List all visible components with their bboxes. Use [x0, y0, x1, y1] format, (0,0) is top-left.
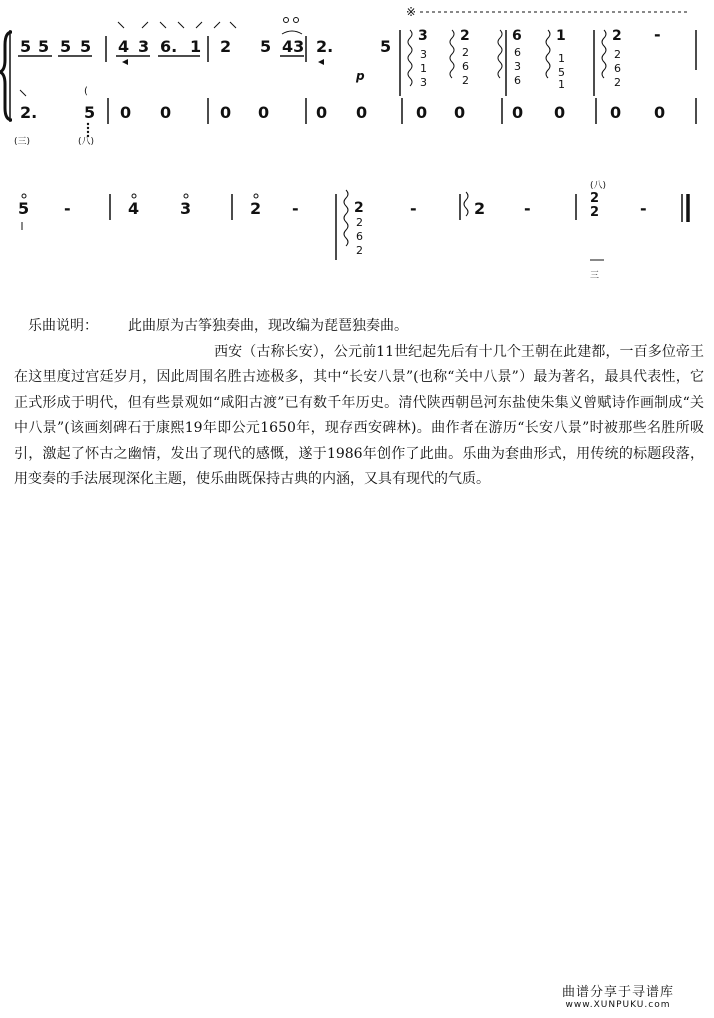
- chord-note: 1: [556, 28, 566, 44]
- description-text-2a: 西安（古称长安），公元前11世纪起先后有十几个王朝在此建都，一百多位帝王在这里度过: [14, 343, 704, 385]
- row1-bar2-note: 4: [118, 37, 130, 56]
- row3-bar4-dash: -: [410, 199, 417, 218]
- row1-bar3-note: 43: [282, 37, 305, 56]
- row1-bar5-chords: [408, 28, 566, 96]
- description-paragraph-1: [14, 314, 704, 340]
- row3-bar4-note: 2: [354, 200, 364, 216]
- row3-bar6-note: 2: [590, 205, 600, 220]
- chord-note: 2: [460, 28, 470, 44]
- ottava-mark: ※: [406, 5, 417, 19]
- row2-rest: 0: [554, 103, 566, 122]
- chord-note: 3: [514, 60, 521, 73]
- row3-bar1-dash: -: [64, 199, 71, 218]
- row1-bar6-note: 2: [612, 28, 622, 44]
- row3-bar4-note: 6: [356, 230, 363, 243]
- row1-bar6-note: 2: [614, 48, 621, 61]
- row2-rest: 0: [220, 103, 232, 122]
- row1-bar1-note: 5: [20, 37, 32, 56]
- row3-bar2-note: 3: [180, 199, 192, 218]
- ottava-line: [406, 5, 690, 19]
- description-label: 乐曲说明：: [28, 318, 98, 334]
- row1-bar3-note: 5: [260, 37, 272, 56]
- row1-bar4-note: 5: [380, 37, 392, 56]
- chord-note: 3: [418, 28, 428, 44]
- chord-note: 2: [462, 74, 469, 87]
- system-brace: [0, 30, 12, 122]
- description-text-2b: 宫廷岁月，因此周围名胜古迹极多，其中“长安八景”(也称“关中八景”）最为著名，最具代表性，它正式形成于明代，但有些景观如“咸阳古渡”已有数千年历史。清代陕西朝邑河东盐使朱集义曾赋诗作画制成“关中八景”(该画刻碑石于康熙19年即公元1650年，现存西安碑林)。曲作者在游历“长安八景”时被那些名胜所吸引，激起了怀古之幽情，发出了现代的感慨，遂于1986年创作了此曲。乐曲为套曲形式，用传统的标题段落，用变奏的手法展现深化主题，使乐曲既保持古典的内涵，又具有现代的气质。: [14, 369, 704, 487]
- row3-bar2-note: 4: [128, 199, 140, 218]
- row2-rest: 0: [120, 103, 132, 122]
- row1-bar6-note: 6: [614, 62, 621, 75]
- chord-note: 6: [512, 28, 522, 44]
- row1-bar2-note: 6.: [160, 37, 178, 56]
- row2-rest: 0: [512, 103, 524, 122]
- site-footer: [562, 981, 674, 1010]
- chord-note: 5: [558, 66, 565, 79]
- row1-bar6-note: 2: [614, 76, 621, 89]
- dynamic-mark: p: [356, 69, 365, 83]
- row3-sub-mark: 三: [590, 271, 600, 281]
- chord-note: 2: [462, 46, 469, 59]
- music-score: [0, 0, 714, 290]
- description-text-1: 此曲原为古筝独奏曲，现改编为琵琶独奏曲。: [128, 318, 408, 334]
- row3-bar5-note: 2: [474, 199, 486, 218]
- row1-measures: [18, 18, 696, 97]
- row1-bar1-note: 5: [60, 37, 72, 56]
- chord-note: 3: [420, 48, 427, 61]
- row2-bar1-note: 5: [84, 103, 96, 122]
- row3-measures: [18, 180, 688, 281]
- chord-note: 1: [558, 78, 565, 91]
- row3-bar6-note: 2: [590, 191, 600, 206]
- row2-rest: 0: [356, 103, 368, 122]
- chord-note: 6: [514, 46, 521, 59]
- description-paragraph-2: [14, 340, 704, 493]
- piece-description: [14, 314, 704, 493]
- chord-note: 1: [420, 62, 427, 75]
- row3-bar3-dash: -: [292, 199, 299, 218]
- row2-rest: 0: [454, 103, 466, 122]
- chord-note: 6: [462, 60, 469, 73]
- row1-bar1-note: 5: [38, 37, 50, 56]
- row2-label-bottom: (八): [78, 137, 95, 147]
- row3-bar4-note: 2: [356, 216, 363, 229]
- row1-bar2-note: 1: [190, 37, 202, 56]
- row2-rest: 0: [610, 103, 622, 122]
- row3-bar5-dash: -: [524, 199, 531, 218]
- row1-bar1-note: 5: [80, 37, 92, 56]
- row3-finger-mark: (八): [590, 181, 607, 191]
- row3-bar1-note: 5: [18, 199, 30, 218]
- row1-bar6-dash: -: [654, 25, 661, 44]
- row2-rest: 0: [258, 103, 270, 122]
- chord-note: 3: [420, 76, 427, 89]
- row3-bar3-note: 2: [250, 199, 262, 218]
- chord-note: 6: [514, 74, 521, 87]
- row1-bar2-note: 3: [138, 37, 150, 56]
- footer-site-name: 曲谱分享于寻谱库: [561, 985, 674, 1000]
- footer-site-url[interactable]: www.XUNPUKU.com: [565, 1000, 671, 1010]
- row2-rest: 0: [316, 103, 328, 122]
- row2-label: (三): [14, 137, 31, 147]
- chord-note: 1: [558, 52, 565, 65]
- row2-bar1-note: 2.: [20, 103, 38, 122]
- row2-rest: 0: [654, 103, 666, 122]
- row3-bar4-note: 2: [356, 244, 363, 257]
- row3-bar6-dash: -: [640, 199, 647, 218]
- row2-rest: 0: [416, 103, 428, 122]
- row2-rest: 0: [160, 103, 172, 122]
- row1-bar4-note: 2.: [316, 37, 334, 56]
- row1-bar3-note: 2: [220, 37, 232, 56]
- row2-bracket: (: [84, 86, 88, 97]
